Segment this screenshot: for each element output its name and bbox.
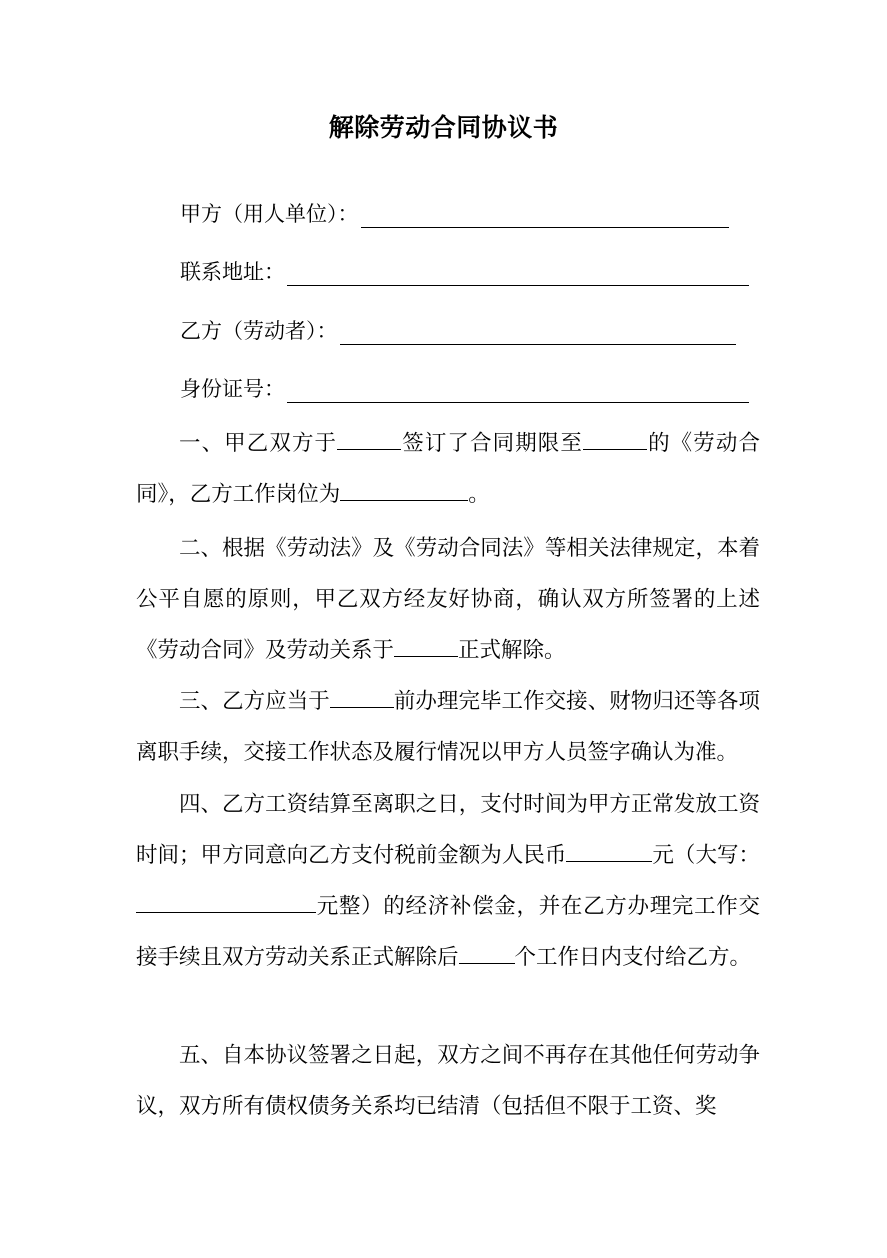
position-blank <box>340 477 468 501</box>
party-a-label: 甲方（用人单位）： <box>180 202 359 226</box>
amount-capital-blank <box>136 889 316 913</box>
termination-date-blank <box>394 633 458 657</box>
clause-2-text: 正式解除。 <box>458 638 566 663</box>
clause-1 <box>136 418 760 520</box>
party-a-blank <box>361 207 729 228</box>
id-number-field <box>180 373 749 403</box>
clause-1-text: 的《劳动合同》，乙方工作岗位为 <box>136 431 760 507</box>
clause-5 <box>136 1030 760 1132</box>
clause-1-text: 签订了合同期限至 <box>401 431 583 456</box>
clause-4 <box>136 779 760 983</box>
party-b-field <box>180 315 736 345</box>
clause-3 <box>136 676 760 778</box>
clause-2-text: 二、根据《劳动法》及《劳动合同法》等相关法律规定，本着公平自愿的原则，甲乙双方经友好协商，确认双方所签署的上述《劳动合同》及劳动关系于 <box>136 536 760 663</box>
id-number-blank <box>287 382 749 403</box>
term-blank <box>583 426 647 450</box>
party-a-field <box>180 198 729 228</box>
party-b-label: 乙方（劳动者）： <box>180 319 338 343</box>
party-b-blank <box>340 324 736 345</box>
document-title: 解除劳动合同协议书 <box>328 113 559 142</box>
amount-blank <box>566 838 652 862</box>
days-blank <box>459 940 515 964</box>
clause-5-text: 五、自本协议签署之日起，双方之间不再存在其他任何劳动争议，双方所有债权债务关系均已结清（包括但不限于工资、奖 <box>136 1043 760 1119</box>
clause-3-text: 三、乙方应当于 <box>179 689 330 714</box>
clause-4-text: 四、乙方工资结算至离职之日，支付时间为甲方正常发放工资时间；甲方同意向乙方支付税前金额为人民币 <box>136 792 760 868</box>
clause-2 <box>136 523 760 676</box>
clause-1-text: 一、甲乙双方于 <box>179 431 338 456</box>
clause-4-text: 个工作日内支付给乙方。 <box>514 945 752 970</box>
clause-3-text: 前办理完毕工作交接、财物归还等各项离职手续，交接工作状态及履行情况以甲方人员签字确认为准。 <box>136 689 760 765</box>
id-number-label: 身份证号： <box>180 377 285 401</box>
date-blank <box>337 426 401 450</box>
clause-1-text: 。 <box>468 482 490 507</box>
address-blank <box>287 265 749 286</box>
address-label: 联系地址： <box>180 260 285 284</box>
address-field <box>180 256 749 286</box>
handover-date-blank <box>330 684 394 708</box>
clause-4-text: 元（大写： <box>652 843 760 868</box>
clause-4-text: 元整）的经济补偿金，并在乙方办理完工作交接手续且双方劳动关系正式解除后 <box>136 894 760 970</box>
